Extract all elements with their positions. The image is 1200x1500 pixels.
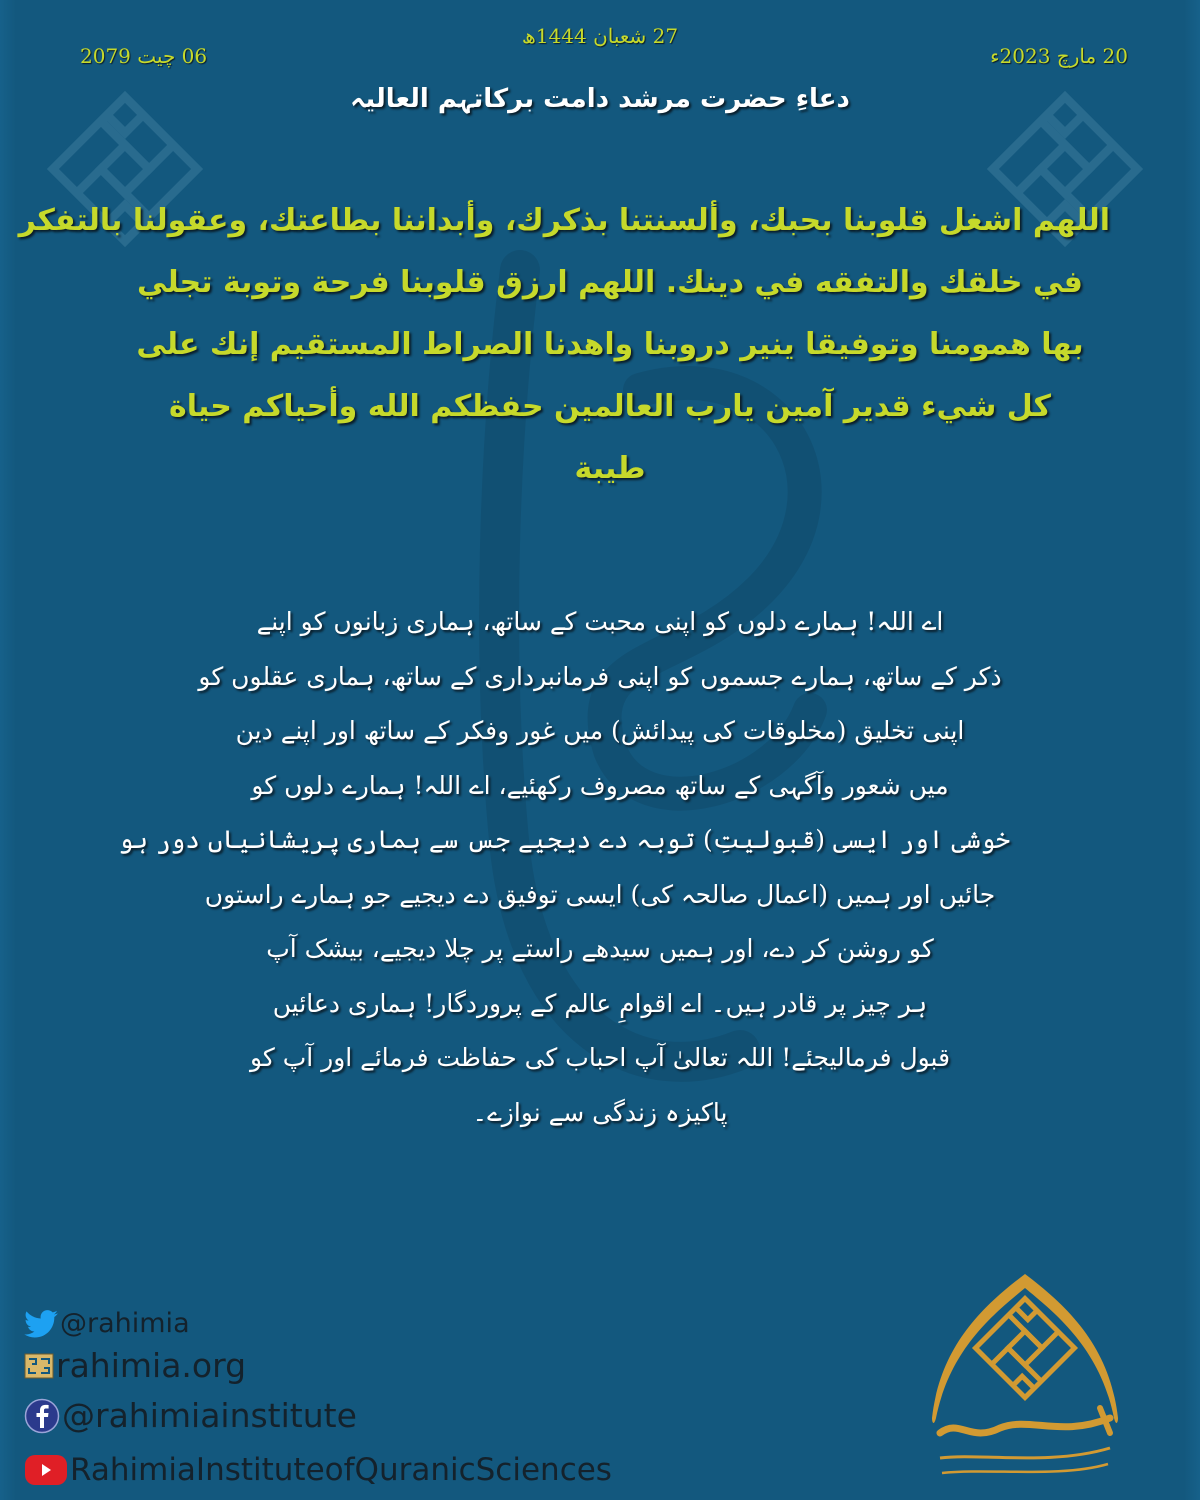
urdu-line: کو روشن کر دے، اور ہمیں سیدھے راستے پر چلا دیجیے، بیشک آپ xyxy=(266,934,934,963)
arabic-prayer xyxy=(18,190,1110,500)
urdu-line: پاکیزہ زندگی سے نوازے۔ xyxy=(472,1097,728,1127)
urdu-line: ہر چیز پر قادر ہیں۔ اے اقوامِ عالم کے پروردگار! ہماری دعائیں xyxy=(272,988,928,1018)
youtube-play-icon xyxy=(24,1453,68,1487)
social-website[interactable] xyxy=(24,1346,246,1385)
twitter-handle: @rahimia xyxy=(60,1308,190,1339)
arabic-line: طيبة xyxy=(574,451,646,486)
urdu-line: ذکر کے ساتھ، ہمارے جسموں کو اپنی فرمانبرداری کے ساتھ، ہماری عقلوں کو xyxy=(198,661,1002,691)
youtube-channel: RahimiaInstituteofQuranicSciences xyxy=(70,1452,612,1488)
rahimia-logo xyxy=(910,1268,1140,1492)
background-edge-right xyxy=(1184,0,1200,1500)
date-hijri: 27 شعبان 1444ھ xyxy=(521,24,679,48)
facebook-icon xyxy=(24,1398,60,1434)
urdu-translation xyxy=(118,595,1010,1140)
date-gregorian: 20 مارچ 2023ء xyxy=(990,44,1128,68)
urdu-line: اپنی تخلیق (مخلوقات کی پیدائش) میں غور وفکر کے ساتھ اور اپنے دین xyxy=(235,716,965,745)
arabic-line: كل شيء قدير آمين يارب العالمين حفظكم الله وأحياكم حياة xyxy=(169,389,1051,424)
urdu-line: میں شعور وآگہی کے ساتھ مصروف رکھئیے، اے اللہ! ہمارے دلوں کو xyxy=(251,770,949,800)
page-title: دعاءِ حضرت مرشد دامت برکاتہم العالیہ xyxy=(350,84,850,114)
date-bikrami: 06 چیت 2079 xyxy=(80,44,208,68)
urdu-line: قبول فرمالیجئے! اللہ تعالیٰ آپ احباب کی حفاظت فرمائے اور آپ کو xyxy=(249,1043,951,1072)
twitter-bird-icon xyxy=(24,1310,58,1338)
arabic-line: في خلقك والتفقه في دينك. اللهم ارزق قلوبنا فرحة وتوبة تجلي xyxy=(137,265,1083,300)
website-link: rahimia.org xyxy=(56,1346,247,1385)
urdu-line: جائیں اور ہمیں (اعمال صالحہ کی) ایسی توفیق دے دیجیے جو ہمارے راستوں xyxy=(204,879,996,909)
facebook-handle: @rahimiainstitute xyxy=(62,1396,357,1435)
social-facebook[interactable] xyxy=(24,1396,357,1435)
rahimia-knot-icon xyxy=(24,1352,54,1380)
urdu-line: خوشی اور ایسی (قبولیتِ) توبہ دے دیجیے جس سے ہماری پریشانیاں دور ہو xyxy=(118,825,1010,854)
arabic-line: اللهم اشغل قلوبنا بحبك، وألسنتنا بذكرك، وأبداننا بطاعتك، وعقولنا بالتفكر xyxy=(18,203,1110,238)
social-twitter[interactable] xyxy=(24,1308,190,1339)
arabic-line: بها همومنا وتوفيقا ينير دروبنا واهدنا الصراط المستقيم إنك على xyxy=(136,327,1084,362)
urdu-line: اے اللہ! ہمارے دلوں کو اپنی محبت کے ساتھ، ہماری زبانوں کو اپنے xyxy=(256,607,944,636)
background-edge-left xyxy=(0,0,16,1500)
social-youtube[interactable] xyxy=(24,1452,612,1488)
